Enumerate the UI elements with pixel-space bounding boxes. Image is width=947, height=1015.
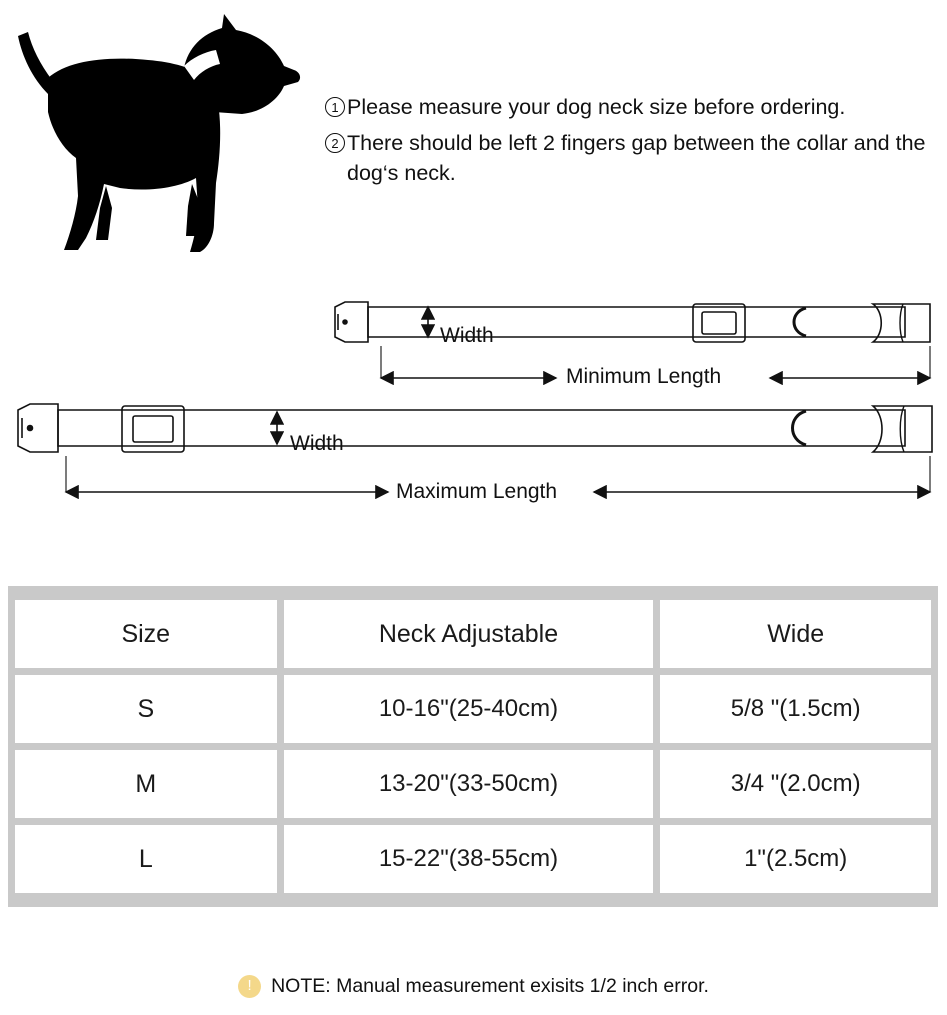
- table-row: [15, 675, 931, 743]
- column-gap: [277, 825, 284, 893]
- column-gap: [277, 750, 284, 818]
- cell-wide: 3/4 "(2.0cm): [660, 750, 931, 818]
- note-text: NOTE: Manual measurement exisits 1/2 inch error.: [271, 975, 709, 997]
- cell-size: S: [15, 675, 277, 743]
- column-gap: [277, 600, 284, 668]
- instruction-text-2: There should be left 2 fingers gap between the collar and the dog‘s neck.: [347, 131, 926, 185]
- instruction-text-1: Please measure your dog neck size before ordering.: [347, 95, 846, 119]
- column-gap: [653, 600, 660, 668]
- size-chart-table: [8, 586, 938, 907]
- column-gap: [277, 675, 284, 743]
- table-header-row: [15, 600, 931, 668]
- table-row: [15, 750, 931, 818]
- cell-size: L: [15, 825, 277, 893]
- instruction-item: [325, 92, 940, 122]
- column-gap: [653, 675, 660, 743]
- column-gap: [653, 750, 660, 818]
- column-gap: [653, 825, 660, 893]
- cell-wide: 1"(2.5cm): [660, 825, 931, 893]
- maximum-length-label: Maximum Length: [396, 480, 558, 503]
- width-label-bottom: Width: [290, 432, 344, 455]
- table-row: [15, 825, 931, 893]
- dog-silhouette-icon: [8, 8, 308, 268]
- width-label-top: Width: [440, 324, 494, 347]
- column-header-size: Size: [15, 600, 277, 668]
- instruction-marker-1: 1: [325, 97, 345, 117]
- cell-neck-adjustable: 13-20"(33-50cm): [284, 750, 654, 818]
- cell-wide: 5/8 "(1.5cm): [660, 675, 931, 743]
- cell-size: M: [15, 750, 277, 818]
- column-header-neck: Neck Adjustable: [284, 600, 654, 668]
- column-header-wide: Wide: [660, 600, 931, 668]
- cell-neck-adjustable: 15-22"(38-55cm): [284, 825, 654, 893]
- collar-diagrams: [0, 280, 947, 520]
- instructions-block: [325, 92, 940, 194]
- cell-neck-adjustable: 10-16"(25-40cm): [284, 675, 654, 743]
- instruction-item: [325, 128, 940, 188]
- minimum-length-label: Minimum Length: [566, 365, 722, 388]
- instruction-marker-2: 2: [325, 133, 345, 153]
- note-row: [0, 975, 947, 998]
- table: [15, 593, 931, 900]
- exclamation-icon: !: [238, 975, 261, 998]
